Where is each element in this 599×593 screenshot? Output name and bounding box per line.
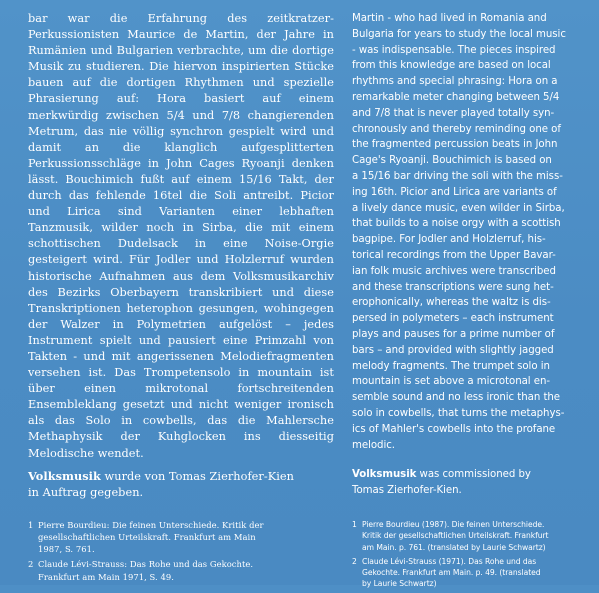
footnote-text: Pierre Bourdieu (1987). Die feinen Unterschiede. Kritik der gesellschaftlichen Urteilskraft. Frankfurt am Main. p. 761. (translated by Laurie Schwartz): [362, 519, 549, 552]
german-credit: [28, 468, 334, 501]
german-credit-title: Volksmusik: [28, 468, 101, 483]
footnote-number: 2: [352, 556, 357, 566]
footnote: [28, 558, 334, 582]
english-column: [352, 11, 574, 593]
english-body-text: Martin - who had lived in Romania and Bulgaria for years to study the local music - was indispensable. The pieces inspired from this knowledge are based on local rhythms and special phrasing: Hora on a remarkable meter changing between 5/4 and 7/8 that is never played totally syn- chronously and thereby reminding one of the fragmented percussion beats in John Cage's Ryoanji. Bouchimich is based on a 15/16 bar driving the soli with the miss- ing 16th. Picior and Lirica are variants of a lively dance music, even wilder in Sirba, that builds to a noise orgy with a scottish bagpipe. For Jodler and Holzlerruf, his- torical recordings from the Upper Bavar- ian folk music archives were transcribed and these transcriptions were sung het- erophonically, whereas the waltz is dis- persed in polymeters – each instrument plays and pauses for a prime number of bars – and provided with slightly jagged melody fragments. The trumpet solo in mountain is set above a microtonal en- semble sound and no less ironic than the solo in cowbells, that turns the metaphys- ics of Mahler's cowbells into the profane melodic.: [352, 13, 566, 451]
footnote-text: Pierre Bourdieu: Die feinen Unterschiede. Kritik der gesellschaftlichen Urteilskraft. Frankfurt am Main 1987, S. 761.: [38, 519, 264, 555]
footnote-text: Claude Lévi-Strauss (1971). Das Rohe und das Gekochte. Frankfurt am Main. p. 49. (translated by Laurie Schwartz): [362, 556, 541, 589]
german-credit-text: wurde von Tomas Zierhofer-Kien in Auftrag gegeben.: [28, 469, 294, 499]
footnote: [28, 519, 334, 556]
english-credit: [352, 467, 574, 499]
english-credit-text: was commissioned by Tomas Zierhofer-Kien.: [352, 469, 531, 497]
german-body-text: bar war die Erfahrung des zeitkratzer-Perkussionisten Maurice de Martin, der Jahre in Rumänien und Bulgarien verbrachte, um die dortige Musik zu studieren. Die hiervon inspirierten Stücke bauen auf die dortigen Rhythmen und spezielle Phrasierung auf: Hora basiert auf einem merkwürdig zwischen 5/4 und 7/8 changierenden Metrum, das nie völlig synchron gespielt wird und damit an die klanglich aufgesplitterten Perkussionsschläge in John Cages Ryoanji denken lässt. Bouchimich fußt auf einem 15/16 Takt, der durch das fehlende 16tel die Soli antreibt. Picior und Lirica sind Varianten einer lebhaften Tanzmusik, wilder noch in Sirba, die mit einem schottischen Dudelsack in eine Noise-Orgie gesteigert wird. Für Jodler und Holzlerruf wurden historische Aufnahmen aus dem Volksmusikarchiv des Bezirks Oberbayern transkribiert und diese Transkriptionen heterophon gesungen, wohingegen der Walzer in Polymetrien aufgelöst – jedes Instrument spielt und pausiert eine Primzahl von Takten - und mit angerissenen Melodiefragmenten versehen ist. Das Trompetensolo in mountain ist über einen mikrotonal fortschreitenden Ensembleklang gesetzt und nicht weniger ironisch als das Solo in cowbells, das die Mahlersche Methaphysik der Kuhglocken ins diesseitig Melodische wendet.: [28, 12, 334, 460]
english-footnotes: [352, 519, 574, 590]
footnote-number: 2: [28, 559, 34, 570]
footnote: [352, 519, 574, 553]
footnote-number: 1: [352, 519, 357, 529]
english-credit-title: Volksmusik: [352, 469, 417, 481]
footnote-number: 1: [28, 519, 34, 530]
footnote-text: Claude Lévi-Strauss: Das Rohe und das Gekochte. Frankfurt am Main 1971, S. 49.: [38, 559, 254, 582]
german-footnotes: [28, 519, 334, 583]
german-column: [28, 11, 334, 586]
